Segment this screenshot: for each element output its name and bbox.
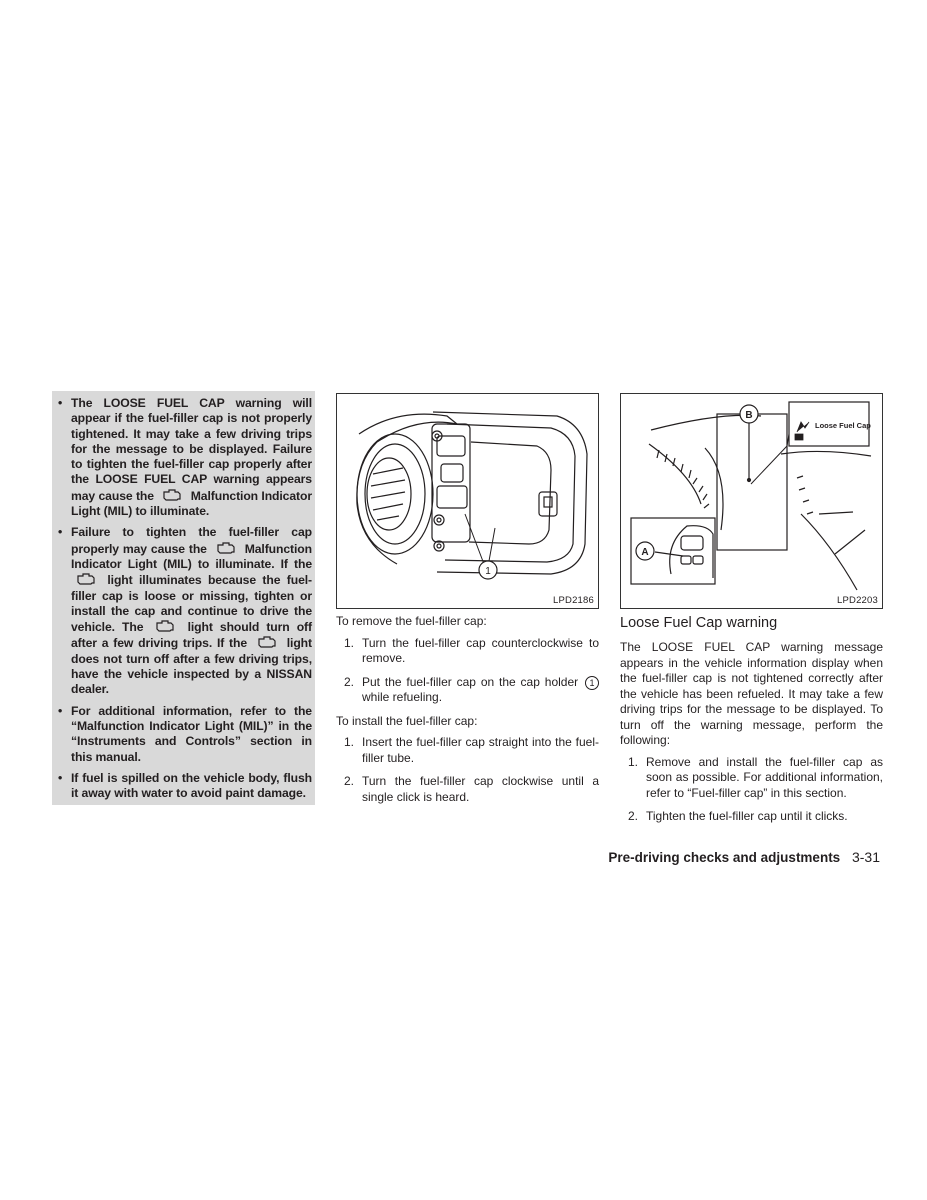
instrument-cluster-figure (620, 393, 883, 609)
callout-1-badge: 1 (585, 676, 599, 690)
warning-box (52, 391, 315, 805)
footer-section: Pre-driving checks and adjustments (608, 850, 841, 865)
warning-text: Failure to tighten the fuel-filler cap properly may cause the (71, 525, 312, 556)
step-text: Turn the fuel-filler cap counterclockwise to remove. (362, 635, 599, 665)
warning-item-failure-tighten (56, 525, 312, 697)
display-message: Loose Fuel Cap (815, 421, 871, 430)
step-text: Insert the fuel-filler cap straight into the fuel-filler tube. (362, 735, 599, 765)
step-item (336, 675, 599, 706)
callout-1-label: 1 (485, 566, 491, 577)
cap-instructions (336, 614, 599, 813)
install-intro: To install the fuel-filler cap: (336, 713, 478, 728)
section-body: The LOOSE FUEL CAP warning message appears in the vehicle information display when the fuel-filler cap is not tightened correctly after the vehicle has been refueled. It may take a few driving trips for the message to be displayed. To turn off the warning message, perform the following: (620, 640, 883, 747)
step-text: Tighten the fuel-filler cap until it clicks. (646, 809, 848, 823)
warning-text: Malfunction Indicator Light (MIL) to illuminate. If the (71, 541, 312, 571)
mil-engine-icon (256, 635, 278, 649)
step-number: 2. (344, 774, 355, 788)
warning-text: The LOOSE FUEL CAP warning will appear if the fuel-filler cap is not properly tightened. It may take a few driving trips for the message to be displayed. Failure to tighten the fuel-filler cap properly after the LOOSE FUEL CAP warning appears may cause the (71, 396, 312, 503)
loose-fuel-cap-section (620, 614, 883, 833)
warning-item-fuel-spill (56, 771, 312, 802)
warning-item-additional-info (56, 704, 312, 765)
warning-text: For additional information, refer to the “Malfunction Indicator Light (MIL)” in the “Instruments and Controls” section in this manual. (71, 703, 312, 764)
bullet: • (58, 396, 63, 410)
mil-engine-icon (215, 541, 237, 555)
install-steps (336, 735, 599, 805)
warning-text: If fuel is spilled on the vehicle body, flush it away with water to avoid paint damage. (71, 770, 312, 801)
warning-text: light does not turn off after a few driving trips, have the vehicle inspected by a NISSAN dealer. (71, 636, 312, 697)
warning-steps (620, 755, 883, 825)
mil-engine-icon (161, 488, 183, 502)
step-item (620, 809, 883, 825)
warning-text: light should turn off after a few driving trips. If the (71, 620, 312, 651)
remove-steps (336, 636, 599, 706)
step-text: Put the fuel-filler cap on the cap holder (362, 674, 579, 689)
fuel-filler-illustration (337, 394, 598, 608)
figure-code: LPD2186 (552, 595, 594, 606)
step-text: Remove and install the fuel-filler cap as soon as possible. For additional information, refer to “Fuel-filler cap” in this section. (646, 754, 883, 800)
bullet: • (58, 703, 63, 718)
step-item (336, 774, 599, 805)
warning-list (56, 396, 312, 801)
step-item (620, 755, 883, 802)
mil-engine-icon (154, 619, 176, 633)
step-number: 2. (628, 809, 639, 823)
step-text: while refueling. (362, 690, 443, 704)
page-number: 3-31 (851, 849, 880, 865)
step-text: Turn the fuel-filler cap clockwise until a single click is heard. (362, 774, 599, 804)
warning-text: light illuminates because the fuel-filler cap is loose or missing, tighten or install the cap and continue to drive the vehicle. The (71, 573, 312, 635)
callout-a-label: A (641, 547, 649, 558)
warning-item-loose-cap (56, 396, 312, 519)
remove-intro: To remove the fuel-filler cap: (336, 614, 487, 628)
step-number: 2. (344, 674, 355, 689)
step-number: 1. (344, 735, 355, 749)
instrument-cluster-illustration (621, 394, 882, 608)
warning-text: Malfunction Indicator Light (MIL) to illuminate. (71, 488, 312, 519)
bullet: • (58, 770, 63, 785)
step-item (336, 735, 599, 766)
callout-b-label: B (745, 410, 753, 421)
page-footer (560, 849, 880, 865)
mil-engine-icon (75, 572, 97, 586)
step-number: 1. (628, 754, 639, 769)
figure-code: LPD2203 (836, 595, 878, 606)
section-title: Loose Fuel Cap warning (620, 615, 778, 631)
fuel-filler-cap-figure (336, 393, 599, 609)
step-number: 1. (344, 635, 355, 650)
bullet: • (58, 525, 63, 540)
step-item (336, 636, 599, 667)
